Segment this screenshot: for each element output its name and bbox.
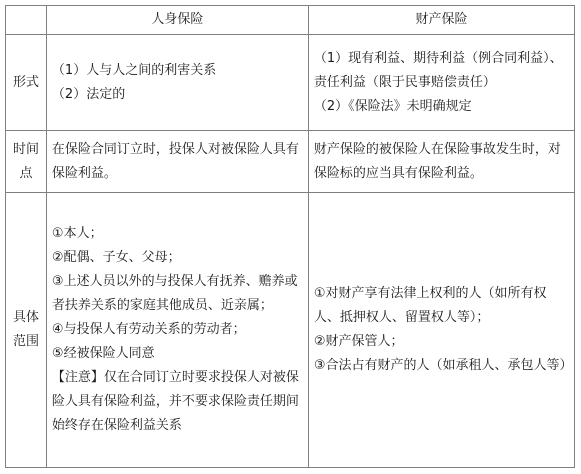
form-property-cell [308,35,574,131]
header-corner-cell [6,6,47,35]
scope-property-item: ①对财产享有法律上权利的人（如所有权人、抵押权人、留置权人等）； [313,286,547,325]
scope-label-line: 范围 [12,334,39,349]
scope-life-item: ⑤经被保险人同意 [51,346,155,361]
scope-row [6,193,575,468]
comparison-table [5,5,575,468]
form-life-cell [46,35,308,131]
time-label-line: 点 [19,165,33,181]
scope-life-item: ④与投保人有劳动关系的劳动者； [51,322,246,337]
scope-life-item: ②配偶、子女、父母； [51,250,181,265]
form-life-line: （1）人与人之间的利害关系 [51,62,217,78]
scope-label [6,193,47,468]
scope-property-item: ②财产保管人； [313,334,404,349]
form-life-line: （2）法定的 [51,86,126,102]
header-life-insurance: 人身保险 [46,6,308,35]
scope-label-line: 具体 [12,310,39,325]
time-life-cell [46,131,308,193]
time-label [6,131,47,193]
time-property-cell [308,131,574,193]
time-label-line: 时间 [12,141,39,157]
time-row [6,131,575,193]
scope-property-item: ③合法占有财产的人（如承租人、承包人等） [313,358,573,373]
form-property-line: （1）现有利益、期待利益（例合同利益）、 [313,50,563,66]
form-property-line: 责任利益（限于民事赔偿责任） [313,74,496,90]
form-label: 形式 [6,35,47,131]
scope-property-cell [308,193,574,468]
scope-life-note: 【注意】仅在合同订立时要求投保人对被保险人具有保险利益，并不要求保险责任期间始终存在保险利益关系 [51,370,299,433]
header-row [6,6,575,35]
form-row [6,35,575,131]
time-property-text: 财产保险的被保险人在保险事故发生时，对保险标的应当具有保险利益。 [313,141,561,181]
scope-life-cell [46,193,308,468]
time-life-text: 在保险合同订立时，投保人对被保险人具有保险利益。 [51,141,299,181]
scope-life-item: ③上述人员以外的与投保人有抚养、赡养或者扶养关系的家庭其他成员、近亲属； [51,274,298,313]
form-property-line: （2）《保险法》未明确规定 [313,98,472,114]
scope-life-item: ①本人； [51,226,103,241]
header-property-insurance: 财产保险 [308,6,574,35]
